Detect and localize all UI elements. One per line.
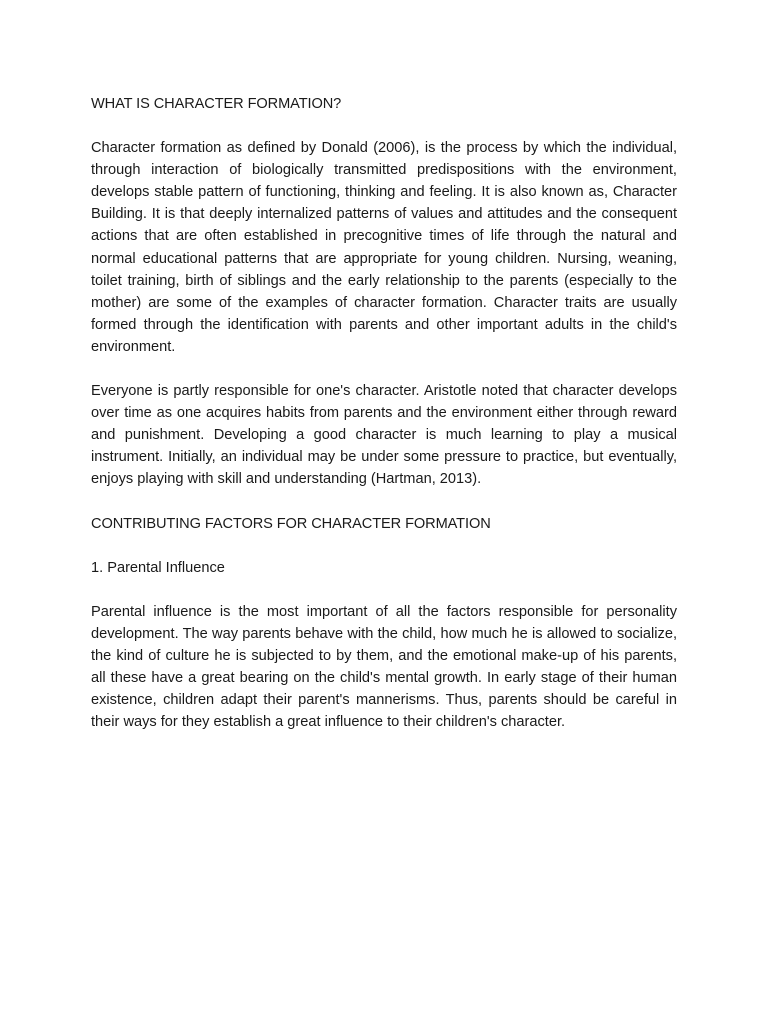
document-page	[91, 93, 677, 755]
paragraph-parental-influence: Parental influence is the most important of all the factors responsible for personality development. The way parents behave with the child, how much he is allowed to socialize, the kind of culture he is subjected to by them, and the emotional make-up of his parents, all these have a great bearing on the child's mental growth. In early stage of their human existence, children adapt their parent's mannerisms. Thus, parents should be careful in their ways for they establish a great influence to their children's character.	[91, 603, 677, 731]
heading-contributing-factors: CONTRIBUTING FACTORS FOR CHARACTER FORMATION	[91, 515, 491, 532]
paragraph-definition: Character formation as defined by Donald (2006), is the process by which the individual, through interaction of biologically transmitted predispositions with the environment, develops stable pattern of functioning, thinking and feeling. It is also known as, Character Building. It is that deeply internalized patterns of values and attitudes and the consequent actions that are often established in precognitive times of life through the natural and normal educational patterns that are appropriate for young children. Nursing, weaning, toilet training, birth of siblings and the early relationship to the parents (especially to the mother) are some of the examples of character formation. Character traits are usually formed through the identification with parents and other important adults in the child's environment.	[91, 140, 677, 355]
paragraph-responsibility: Everyone is partly responsible for one's character. Aristotle noted that character develops over time as one acquires habits from parents and the environment either through reward and punishment. Developing a good character is much learning to play a musical instrument. Initially, an individual may be under some pressure to practice, but eventually, enjoys playing with skill and understanding (Hartman, 2013).	[91, 383, 677, 488]
heading-character-formation: WHAT IS CHARACTER FORMATION?	[91, 96, 342, 112]
subheading-parental-influence: 1. Parental Influence	[91, 559, 225, 576]
